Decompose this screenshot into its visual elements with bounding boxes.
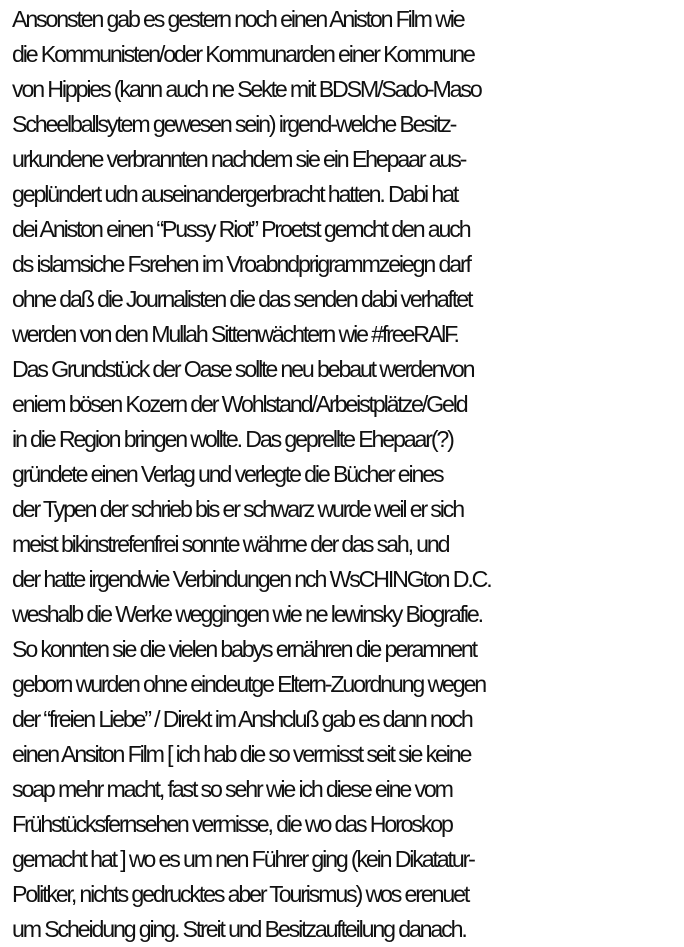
text-line-3: von Hippies (kann auch ne Sekte mit BDSM/Sado-Maso [12,76,481,102]
text-line-13: in die Region bringen wollte. Das geprellte Ehepaar(?) [12,426,453,452]
text-line-25: gemacht hat ] wo es um nen Führer ging (kein Dikatatur- [12,846,474,872]
text-line-18: weshalb die Werke weggingen wie ne lewinsky Biografie. [12,601,482,627]
text-line-8: ds islamsiche Fsrehen im Vroabndprigrammzeiegn darf [12,251,470,277]
text-line-15: der Typen der schrieb bis er schwarz wurde weil er sich [12,496,463,522]
text-line-14: gründete einen Verlag und verlegte die Bücher eines [12,461,443,487]
text-line-22: einen Ansiton Film [ ich hab die so vermisst seit sie keine [12,741,471,767]
text-line-5: urkundene verbrannten nachdem sie ein Ehepaar aus- [12,146,466,172]
text-line-21: der “freien Liebe” / Direkt im Anshcluß gab es dann noch [12,706,472,732]
text-line-10: werden von den Mullah Sittenwächtern wie #freeRAlF. [12,321,458,347]
text-line-4: Scheelballsytem gewesen sein) irgend-welche Besitz- [12,111,456,137]
text-line-2: die Kommunisten/oder Kommunarden einer Kommune [12,41,474,67]
text-line-16: meist bikinstrefenfrei sonnte währne der das sah, und [12,531,449,557]
text-line-11: Das Grundstück der Oase sollte neu bebaut werdenvon [12,356,474,382]
text-line-12: eniem bösen Kozern der Wohlstand/Arbeistplätze/Geld [12,391,467,417]
text-line-27: um Scheidung ging. Streit und Besitzaufteilung danach. [12,916,466,942]
text-line-23: soap mehr macht, fast so sehr wie ich diese eine vom [12,776,452,802]
text-line-19: So konnten sie die vielen babys ernähren die peramnent [12,636,476,662]
text-line-17: der hatte irgendwie Verbindungen nch WsCHINGton D.C. [12,566,491,592]
text-block [12,2,684,947]
text-line-7: dei Aniston einen “Pussy Riot” Proetst gemcht den auch [12,216,470,242]
text-line-26: Politker, nichts gedrucktes aber Tourismus) wos erenuet [12,881,469,907]
text-line-6: geplündert udn auseinandergerbracht hatten. Dabi hat [12,181,458,207]
text-line-1: Ansonsten gab es gestern noch einen Aniston Film wie [12,6,464,32]
text-line-9: ohne daß die Journalisten die das senden dabi verhaftet [12,286,472,312]
text-line-20: geborn wurden ohne eindeutge Eltern-Zuordnung wegen [12,671,486,697]
text-line-24: Frühstücksfernsehen vermisse, die wo das Horoskop [12,811,452,837]
